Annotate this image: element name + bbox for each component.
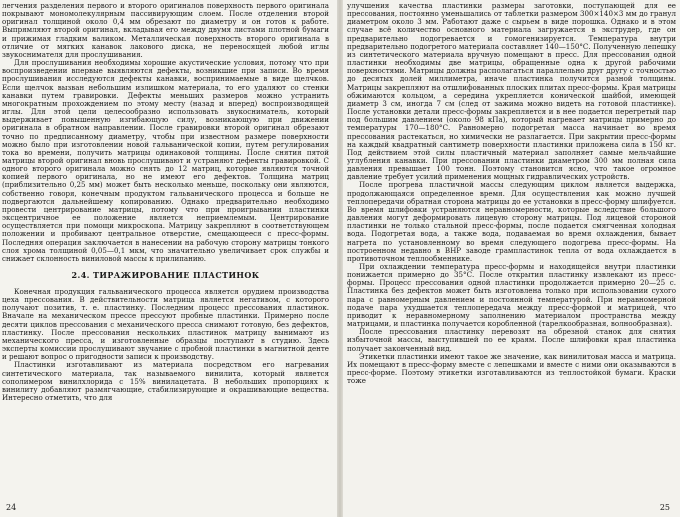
left-page: [0, 0, 337, 517]
right-text-column: [347, 2, 676, 385]
paragraph: улучшения качества пластинки размеры заготовки, поступающей для ее прессования, постоянно уменьшались от таблетки размером 300×140×3 мм до гранул диаметром около 3 мм. Работают даже с сырьем в виде порошка. Однако и в этом случае всё количество основного материала загружается в экструдер, где он предварительно подогревается и гомогенизируется. Температура внутри предварительно подогретого материала составляет 140—150°С. Полученную лепешку из синтетического материала вручную помещают в пресс. Для прессования одной пластинки необходимы две матрицы, обращенные одна к другой рабочими поверхностями. Матрицы должны располагаться параллельно друг другу с точностью до десятых долей миллиметра, иначе пластинка получится разной толщины. Матрицы закрепляют на отшлифованных плоских плитах пресс-формы. Края матрицы обжимаются кольцом, а середина укрепляется конической шайбой, имеющей диаметр 3 см, иногда 7 см (след от зажима можно видеть на готовой пластинке). После установки детали пресс-формы закрепляется и в нее подается перегретый пар под большим давлением (около 98 кПа), который нагревает матрицы примерно до температуры 170—180°С. Равномерно подогретая масса начинает во время прессования растекаться, но химически не разлагается. При закрытии пресс-формы на каждый квадратный сантиметр поверхности пластинки приложена сила в 150 кг. Под действием этой силы пластичный материал заполняет самые мельчайшие углубления канавки. При прессовании пластинки диаметром 300 мм полная сила давления превышает 100 тонн. Поэтому становится ясно, что такое огромное давление требует усилий применения мощных гидравлических устройств.: [347, 1, 676, 182]
section-heading: 2.4. ТИРАЖИРОВАНИЕ ПЛАСТИНОК: [71, 270, 260, 280]
page-number: 25: [659, 503, 670, 512]
paragraph: После прессования пластинку перевозят на обрезной станок для снятия избыточной массы, выступившей по ее краям. После шлифовки края пластинка получает законченный вид.: [347, 327, 676, 353]
left-text-column: [2, 2, 329, 402]
paragraph: После прогрева пластичной массы следующим циклом является выдержка, продолжающаяся определенное время. Для осуществления как можно лучшей теплопередачи обратная сторона матрицы до ее установки в пресс-форму шлифуется. Во время шлифовки устраняются неравномерности, которые вследствие большого давления могут деформировать лицевую сторону матрицы. Под лицевой стороной пластинки не только стальной пресс-формы, после подается смягченная холодная вода. Подогретая вода, а также вода, подаваемая во время охлаждения, бывает нагрета по установленному во время следующего подогрева пресс-формы. На построенном недавно в ВНР заводе грампластинок тепла от вода охлаждается в противоточном теплообменнике.: [347, 180, 676, 263]
paragraph: легчения разделения первого и второго оригиналов поверхность первого оригинала покрывают мономолекулярным пассивирующим слоем. После отделения второй оригинал толщиной около 0,4 мм обрезают по диаметру и он готов к работе. Выпрямляют второй оригинал, вкладывая его между двумя листами плотной бумаги и прижимая гладким валиком. Металлическая поверхность второго оригинала в отличие от мягких канавок лакового диска, не переносящей любой иглы звукоснимателя для прослушивания.: [2, 1, 329, 59]
paragraph: При охлаждении температура пресс-формы и находящейся внутри пластинки понижается примерно до 35°С. После открытия пластинку извлекают из пресс-формы. Процесс прессования одной пластинки продолжается примерно 20—25 с. Пластинка без дефектов может быть изготовлена только при использовании сухого пара с равномерным давлением и постоянной температурой. При неравномерной подаче пара ухудшается теплопередача между пресс-формой и матрицей, что приводит к неравномерному заполнению материалом пространства между матрицами, и пластинка получается коробленной (тарелкообразная, волнообразная).: [347, 262, 676, 329]
paragraph: Конечная продукция гальванического процесса является орудием производства цеха прессования. В действительности матрица является негативом, с которого получают позитив, т. е. пластинку. Последним процесс прессования пластинок. Вначале на механическом прессе прессуют пробные пластинки. Примерно после десяти циклов прессования с механического пресса снимают готовую, без дефектов, пластинку. После прессования нескольких пластинок матрицу вынимают из механического пресса, и изготовленные образцы поступают в студию. Здесь эксперты комиссии прослушивают звучание с пробной пластинки в магнитной денте и решают вопрос о пригодности записи к производству.: [2, 287, 329, 362]
page-number: 24: [6, 503, 17, 512]
paragraph: Для прослушивания необходимы хорошие акустические условия, потому что при воспроизведении впервые выявляются дефекты, возникшие при записи. Во время прослушивания исследуются дефекты канавки, воспринимаемые в виде щелчков. Если щелчок вызван небольшим излишком материала, то его удаляют со стенки канавки путем гравировки. Дефекты меньших размеров можно устранить многократным прохождением по этому месту (назад и вперед) воспроизводящей иглы. Для этой цели целесообразно использовать звукосниматель, который выдерживает повышенную изгибающую силу, возникающую при движении оригинала в обратном направлении. После гравировки второй оригинал обрезают точно по предписанному диаметру, чтобы при известном размере поверхности можно было при изготовлении новой гальванической копии, путем регулирования тока во времени, получить матрицы одинаковой толщины. После снятия пятой матрицы второй оригинал вновь прослушивают и устраняют дефекты гравировкой. С одного второго оригинала можно снять до 12 матриц, которые являются точной копией первого оригинала, но не имеют его дефектов. Толщина матриц (приблизительно 0,25 мм) может быть несколько меньше, поскольку они являются, собственно говоря, конечным продуктом гальванического процесса и больше не подвергаются дальнейшему копированию. Однако предварительно необходимо провести центрирование матрицы, потому что при проигрывании пластинки эксцентричное ее положение является неприемлемым. Центрирование осуществляется при помощи микроскопа. Матрицу закрепляют в соответствующем положении и пробивают центральное отверстие, смещающееся с пресс-формы. Последняя операция заключается в нанесении на рабочую сторону матрицы тонкого слоя хрома толщиной 0,05—0,1 мкм, что значительно увеличивает срок службы и снижает склонность виниловой массы к прилипанию.: [2, 58, 329, 263]
right-page: [343, 0, 680, 517]
paragraph: Этикетки пластинки имеют такое же значение, как винилитовая масса и матрица. Их помещают в пресс-форму вместе с лепешками и вместе с ними они оказываются в пресс-форме. Поэтому этикетки изготавливаются из теплостойкой бумаги. Краски тоже: [347, 351, 676, 386]
paragraph: Пластинки изготавливают из материала посредством его нагревания синтетического материала, так называемого винилита, который является сополимером винилхлорида с 15% винилацетата. В небольших пропорциях к винилиту добавляют размягчающие, стабилизирующие и окрашивающие вещества. Интересно отметить, что для: [2, 360, 329, 403]
